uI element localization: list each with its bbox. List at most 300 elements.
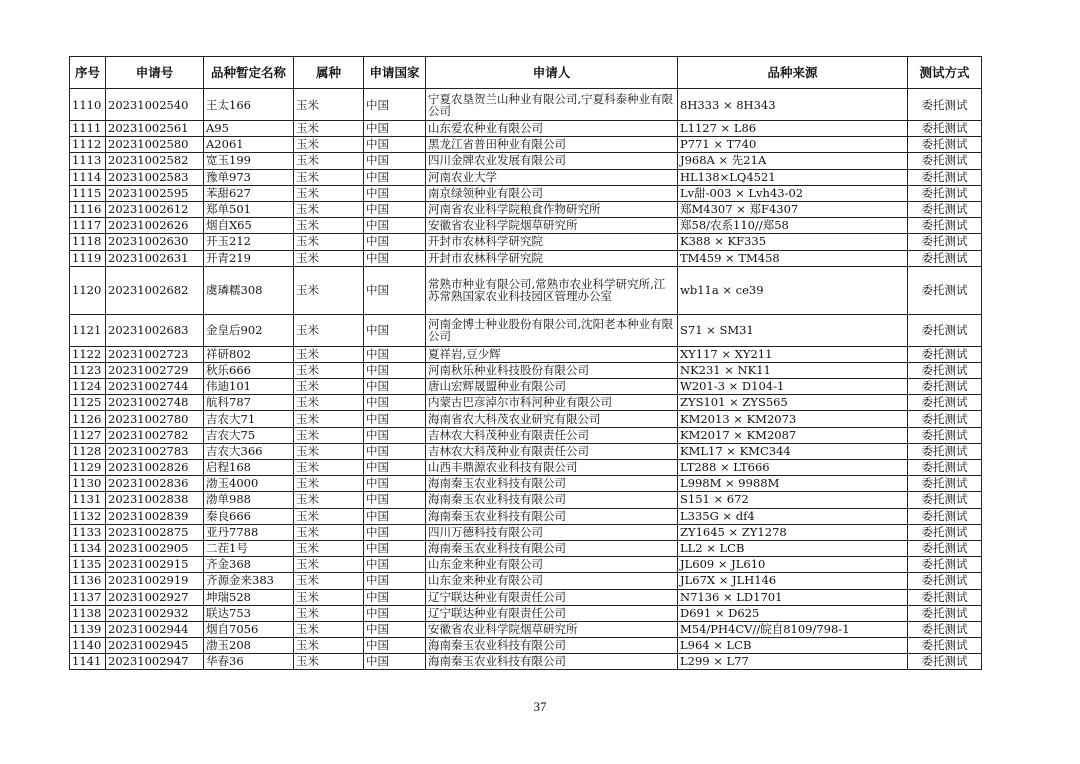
- cell-applicant: 海南秦玉农业科技有限公司: [426, 654, 678, 670]
- cell-genus: 玉米: [294, 589, 364, 605]
- table-row: [70, 605, 982, 621]
- cell-test-method: 委托测试: [908, 153, 982, 169]
- table-row: [70, 524, 982, 540]
- cell-applicant: 内蒙古巴彦淖尔市科河种业有限公司: [426, 395, 678, 411]
- cell-country: 中国: [364, 89, 426, 121]
- cell-app-no: 20231002729: [106, 362, 204, 378]
- cell-test-method: 委托测试: [908, 540, 982, 556]
- table-row: [70, 654, 982, 670]
- cell-source: N7136 × LD1701: [678, 589, 908, 605]
- cell-app-no: 20231002783: [106, 443, 204, 459]
- cell-app-no: 20231002932: [106, 605, 204, 621]
- cell-country: 中国: [364, 589, 426, 605]
- cell-genus: 玉米: [294, 346, 364, 362]
- cell-source: 8H333 × 8H343: [678, 89, 908, 121]
- cell-source: L335G × df4: [678, 508, 908, 524]
- cell-source: NK231 × NK11: [678, 362, 908, 378]
- cell-genus: 玉米: [294, 508, 364, 524]
- cell-variety-name: 坤瑞528: [204, 589, 294, 605]
- cell-country: 中国: [364, 460, 426, 476]
- cell-genus: 玉米: [294, 153, 364, 169]
- cell-seq: 1124: [70, 379, 106, 395]
- table-row: [70, 201, 982, 217]
- cell-variety-name: 齐金368: [204, 557, 294, 573]
- cell-source: LL2 × LCB: [678, 540, 908, 556]
- cell-genus: 玉米: [294, 121, 364, 137]
- cell-test-method: 委托测试: [908, 346, 982, 362]
- cell-variety-name: 亚丹7788: [204, 524, 294, 540]
- cell-genus: 玉米: [294, 605, 364, 621]
- cell-country: 中国: [364, 621, 426, 637]
- cell-country: 中国: [364, 201, 426, 217]
- table-row: [70, 121, 982, 137]
- cell-variety-name: 渤单988: [204, 492, 294, 508]
- cell-app-no: 20231002626: [106, 218, 204, 234]
- cell-variety-name: 开青219: [204, 250, 294, 266]
- cell-variety-name: 渤玉4000: [204, 476, 294, 492]
- table-row: [70, 362, 982, 378]
- table-row: [70, 540, 982, 556]
- cell-seq: 1117: [70, 218, 106, 234]
- table-row: [70, 234, 982, 250]
- cell-app-no: 20231002683: [106, 314, 204, 346]
- cell-variety-name: 宽玉199: [204, 153, 294, 169]
- cell-country: 中国: [364, 250, 426, 266]
- cell-country: 中国: [364, 443, 426, 459]
- cell-variety-name: 烟自7056: [204, 621, 294, 637]
- table-row: [70, 346, 982, 362]
- cell-country: 中国: [364, 638, 426, 654]
- table-row: [70, 427, 982, 443]
- cell-test-method: 委托测试: [908, 654, 982, 670]
- cell-app-no: 20231002826: [106, 460, 204, 476]
- cell-test-method: 委托测试: [908, 605, 982, 621]
- cell-genus: 玉米: [294, 460, 364, 476]
- cell-source: HL138×LQ4521: [678, 169, 908, 185]
- cell-applicant: 安徽省农业科学院烟草研究所: [426, 218, 678, 234]
- table-row: [70, 89, 982, 121]
- cell-test-method: 委托测试: [908, 638, 982, 654]
- cell-country: 中国: [364, 605, 426, 621]
- cell-source: L964 × LCB: [678, 638, 908, 654]
- cell-source: ZYS101 × ZYS565: [678, 395, 908, 411]
- cell-app-no: 20231002919: [106, 573, 204, 589]
- cell-seq: 1141: [70, 654, 106, 670]
- cell-variety-name: 祥研802: [204, 346, 294, 362]
- table-body: [70, 89, 982, 670]
- cell-test-method: 委托测试: [908, 314, 982, 346]
- cell-test-method: 委托测试: [908, 266, 982, 314]
- cell-variety-name: 吉农大71: [204, 411, 294, 427]
- cell-seq: 1120: [70, 266, 106, 314]
- cell-applicant: 吉林农大科茂种业有限责任公司: [426, 427, 678, 443]
- cell-seq: 1128: [70, 443, 106, 459]
- cell-applicant: 海南秦玉农业科技有限公司: [426, 492, 678, 508]
- cell-genus: 玉米: [294, 137, 364, 153]
- cell-applicant: 河南省农业科学院粮食作物研究所: [426, 201, 678, 217]
- header-variety-name: 品种暂定名称: [204, 57, 294, 89]
- table-row: [70, 508, 982, 524]
- cell-variety-name: 秋乐666: [204, 362, 294, 378]
- cell-genus: 玉米: [294, 621, 364, 637]
- cell-country: 中国: [364, 153, 426, 169]
- cell-variety-name: 伟迪101: [204, 379, 294, 395]
- table-row: [70, 476, 982, 492]
- cell-seq: 1137: [70, 589, 106, 605]
- cell-applicant: 常熟市种业有限公司,常熟市农业科学研究所,江苏常熟国家农业科技园区管理办公室: [426, 266, 678, 314]
- table-row: [70, 621, 982, 637]
- cell-test-method: 委托测试: [908, 621, 982, 637]
- cell-variety-name: 二茬1号: [204, 540, 294, 556]
- cell-seq: 1118: [70, 234, 106, 250]
- cell-genus: 玉米: [294, 234, 364, 250]
- cell-seq: 1112: [70, 137, 106, 153]
- cell-genus: 玉米: [294, 379, 364, 395]
- cell-app-no: 20231002540: [106, 89, 204, 121]
- cell-source: L998M × 9988M: [678, 476, 908, 492]
- cell-seq: 1110: [70, 89, 106, 121]
- cell-test-method: 委托测试: [908, 557, 982, 573]
- cell-country: 中国: [364, 234, 426, 250]
- cell-app-no: 20231002748: [106, 395, 204, 411]
- cell-applicant: 河南金博士种业股份有限公司,沈阳老本种业有限公司: [426, 314, 678, 346]
- cell-variety-name: 吉农大366: [204, 443, 294, 459]
- cell-applicant: 海南秦玉农业科技有限公司: [426, 508, 678, 524]
- cell-source: M54/PH4CV//皖自8109/798-1: [678, 621, 908, 637]
- cell-genus: 玉米: [294, 169, 364, 185]
- cell-applicant: 山西丰鼎源农业科技有限公司: [426, 460, 678, 476]
- cell-seq: 1139: [70, 621, 106, 637]
- cell-genus: 玉米: [294, 524, 364, 540]
- cell-source: TM459 × TM458: [678, 250, 908, 266]
- header-test-method: 测试方式: [908, 57, 982, 89]
- cell-source: S71 × SM31: [678, 314, 908, 346]
- cell-applicant: 四川金牌农业发展有限公司: [426, 153, 678, 169]
- cell-test-method: 委托测试: [908, 427, 982, 443]
- cell-test-method: 委托测试: [908, 218, 982, 234]
- header-applicant: 申请人: [426, 57, 678, 89]
- table-row: [70, 379, 982, 395]
- cell-genus: 玉米: [294, 218, 364, 234]
- cell-variety-name: 齐源金来383: [204, 573, 294, 589]
- cell-test-method: 委托测试: [908, 460, 982, 476]
- table-row: [70, 589, 982, 605]
- cell-app-no: 20231002905: [106, 540, 204, 556]
- header-genus: 属种: [294, 57, 364, 89]
- table-header-row: [70, 57, 982, 89]
- cell-seq: 1121: [70, 314, 106, 346]
- cell-country: 中国: [364, 266, 426, 314]
- cell-country: 中国: [364, 476, 426, 492]
- cell-app-no: 20231002839: [106, 508, 204, 524]
- cell-applicant: 开封市农林科学研究院: [426, 250, 678, 266]
- cell-variety-name: 虞璘糯308: [204, 266, 294, 314]
- cell-app-no: 20231002875: [106, 524, 204, 540]
- cell-genus: 玉米: [294, 395, 364, 411]
- cell-app-no: 20231002945: [106, 638, 204, 654]
- table-row: [70, 250, 982, 266]
- cell-app-no: 20231002630: [106, 234, 204, 250]
- cell-seq: 1136: [70, 573, 106, 589]
- cell-app-no: 20231002631: [106, 250, 204, 266]
- table-row: [70, 443, 982, 459]
- cell-applicant: 唐山宏辉晟盟种业有限公司: [426, 379, 678, 395]
- table-row: [70, 411, 982, 427]
- cell-applicant: 四川万德科技有限公司: [426, 524, 678, 540]
- cell-country: 中国: [364, 169, 426, 185]
- cell-genus: 玉米: [294, 638, 364, 654]
- cell-applicant: 辽宁联达种业有限责任公司: [426, 589, 678, 605]
- cell-variety-name: 渤玉208: [204, 638, 294, 654]
- table-row: [70, 557, 982, 573]
- cell-source: J968A × 先21A: [678, 153, 908, 169]
- cell-seq: 1126: [70, 411, 106, 427]
- cell-source: S151 × 672: [678, 492, 908, 508]
- cell-genus: 玉米: [294, 573, 364, 589]
- cell-country: 中国: [364, 314, 426, 346]
- cell-variety-name: 郑单501: [204, 201, 294, 217]
- cell-app-no: 20231002836: [106, 476, 204, 492]
- cell-country: 中国: [364, 492, 426, 508]
- cell-applicant: 黑龙江省普田种业有限公司: [426, 137, 678, 153]
- cell-genus: 玉米: [294, 250, 364, 266]
- cell-source: wb11a × ce39: [678, 266, 908, 314]
- table-row: [70, 460, 982, 476]
- cell-test-method: 委托测试: [908, 234, 982, 250]
- cell-variety-name: 航科787: [204, 395, 294, 411]
- cell-country: 中国: [364, 379, 426, 395]
- cell-app-no: 20231002782: [106, 427, 204, 443]
- cell-source: L299 × L77: [678, 654, 908, 670]
- cell-source: D691 × D625: [678, 605, 908, 621]
- cell-genus: 玉米: [294, 266, 364, 314]
- cell-variety-name: 秦良666: [204, 508, 294, 524]
- header-app-no: 申请号: [106, 57, 204, 89]
- cell-country: 中国: [364, 362, 426, 378]
- cell-country: 中国: [364, 654, 426, 670]
- table-row: [70, 153, 982, 169]
- cell-seq: 1138: [70, 605, 106, 621]
- cell-applicant: 山东金来种业有限公司: [426, 557, 678, 573]
- cell-applicant: 山东金来种业有限公司: [426, 573, 678, 589]
- cell-test-method: 委托测试: [908, 169, 982, 185]
- cell-source: XY117 × XY211: [678, 346, 908, 362]
- cell-variety-name: 吉农大75: [204, 427, 294, 443]
- table-row: [70, 185, 982, 201]
- cell-seq: 1132: [70, 508, 106, 524]
- cell-app-no: 20231002944: [106, 621, 204, 637]
- cell-variety-name: 开玉212: [204, 234, 294, 250]
- cell-genus: 玉米: [294, 427, 364, 443]
- cell-app-no: 20231002744: [106, 379, 204, 395]
- cell-test-method: 委托测试: [908, 476, 982, 492]
- cell-applicant: 海南秦玉农业科技有限公司: [426, 476, 678, 492]
- cell-genus: 玉米: [294, 443, 364, 459]
- cell-test-method: 委托测试: [908, 250, 982, 266]
- cell-applicant: 南京绿领种业有限公司: [426, 185, 678, 201]
- cell-seq: 1113: [70, 153, 106, 169]
- cell-app-no: 20231002561: [106, 121, 204, 137]
- cell-source: P771 × T740: [678, 137, 908, 153]
- cell-source: KML17 × KMC344: [678, 443, 908, 459]
- table-row: [70, 395, 982, 411]
- header-country: 申请国家: [364, 57, 426, 89]
- cell-genus: 玉米: [294, 362, 364, 378]
- table-row: [70, 137, 982, 153]
- document-page: [69, 56, 981, 670]
- cell-country: 中国: [364, 540, 426, 556]
- cell-app-no: 20231002723: [106, 346, 204, 362]
- cell-applicant: 宁夏农垦贺兰山种业有限公司,宁夏科泰种业有限公司: [426, 89, 678, 121]
- cell-variety-name: 苯甜627: [204, 185, 294, 201]
- cell-country: 中国: [364, 346, 426, 362]
- cell-variety-name: 烟自X65: [204, 218, 294, 234]
- cell-source: ZY1645 × ZY1278: [678, 524, 908, 540]
- table-row: [70, 638, 982, 654]
- cell-seq: 1134: [70, 540, 106, 556]
- cell-variety-name: 金皇后902: [204, 314, 294, 346]
- cell-country: 中国: [364, 427, 426, 443]
- variety-table: [69, 56, 982, 670]
- cell-country: 中国: [364, 121, 426, 137]
- header-source: 品种来源: [678, 57, 908, 89]
- cell-test-method: 委托测试: [908, 362, 982, 378]
- cell-seq: 1140: [70, 638, 106, 654]
- cell-app-no: 20231002582: [106, 153, 204, 169]
- cell-test-method: 委托测试: [908, 443, 982, 459]
- cell-genus: 玉米: [294, 476, 364, 492]
- cell-app-no: 20231002947: [106, 654, 204, 670]
- cell-app-no: 20231002927: [106, 589, 204, 605]
- cell-variety-name: A95: [204, 121, 294, 137]
- page-number: 37: [533, 699, 547, 714]
- cell-test-method: 委托测试: [908, 137, 982, 153]
- cell-source: JL609 × JL610: [678, 557, 908, 573]
- cell-seq: 1115: [70, 185, 106, 201]
- cell-source: KM2013 × KM2073: [678, 411, 908, 427]
- cell-genus: 玉米: [294, 411, 364, 427]
- cell-variety-name: 启程168: [204, 460, 294, 476]
- cell-test-method: 委托测试: [908, 524, 982, 540]
- cell-country: 中国: [364, 557, 426, 573]
- cell-country: 中国: [364, 395, 426, 411]
- cell-test-method: 委托测试: [908, 89, 982, 121]
- cell-genus: 玉米: [294, 540, 364, 556]
- table-row: [70, 266, 982, 314]
- cell-applicant: 夏祥岩,豆少辉: [426, 346, 678, 362]
- cell-seq: 1130: [70, 476, 106, 492]
- cell-source: LT288 × LT666: [678, 460, 908, 476]
- cell-genus: 玉米: [294, 201, 364, 217]
- cell-variety-name: 华春36: [204, 654, 294, 670]
- cell-country: 中国: [364, 218, 426, 234]
- cell-seq: 1111: [70, 121, 106, 137]
- cell-test-method: 委托测试: [908, 121, 982, 137]
- cell-test-method: 委托测试: [908, 201, 982, 217]
- cell-seq: 1135: [70, 557, 106, 573]
- cell-variety-name: A2061: [204, 137, 294, 153]
- cell-app-no: 20231002682: [106, 266, 204, 314]
- cell-source: KM2017 × KM2087: [678, 427, 908, 443]
- cell-applicant: 安徽省农业科学院烟草研究所: [426, 621, 678, 637]
- cell-seq: 1114: [70, 169, 106, 185]
- cell-app-no: 20231002915: [106, 557, 204, 573]
- cell-variety-name: 王太166: [204, 89, 294, 121]
- cell-genus: 玉米: [294, 654, 364, 670]
- cell-app-no: 20231002583: [106, 169, 204, 185]
- cell-source: 郑M4307 × 郑F4307: [678, 201, 908, 217]
- cell-genus: 玉米: [294, 185, 364, 201]
- cell-country: 中国: [364, 573, 426, 589]
- cell-app-no: 20231002580: [106, 137, 204, 153]
- cell-test-method: 委托测试: [908, 492, 982, 508]
- cell-country: 中国: [364, 185, 426, 201]
- table-row: [70, 573, 982, 589]
- cell-country: 中国: [364, 508, 426, 524]
- cell-source: K388 × KF335: [678, 234, 908, 250]
- cell-applicant: 海南省农大科茂农业研究有限公司: [426, 411, 678, 427]
- cell-source: 郑58/农系110//郑58: [678, 218, 908, 234]
- cell-applicant: 辽宁联达种业有限责任公司: [426, 605, 678, 621]
- cell-applicant: 山东爱农种业有限公司: [426, 121, 678, 137]
- cell-test-method: 委托测试: [908, 573, 982, 589]
- cell-genus: 玉米: [294, 492, 364, 508]
- cell-applicant: 开封市农林科学研究院: [426, 234, 678, 250]
- cell-app-no: 20231002838: [106, 492, 204, 508]
- cell-seq: 1129: [70, 460, 106, 476]
- cell-seq: 1123: [70, 362, 106, 378]
- cell-app-no: 20231002612: [106, 201, 204, 217]
- cell-seq: 1116: [70, 201, 106, 217]
- cell-seq: 1125: [70, 395, 106, 411]
- cell-test-method: 委托测试: [908, 379, 982, 395]
- cell-seq: 1133: [70, 524, 106, 540]
- cell-source: L1127 × L86: [678, 121, 908, 137]
- cell-variety-name: 豫单973: [204, 169, 294, 185]
- cell-genus: 玉米: [294, 557, 364, 573]
- table-row: [70, 314, 982, 346]
- table-row: [70, 218, 982, 234]
- cell-test-method: 委托测试: [908, 411, 982, 427]
- cell-test-method: 委托测试: [908, 185, 982, 201]
- cell-applicant: 河南农业大学: [426, 169, 678, 185]
- cell-test-method: 委托测试: [908, 508, 982, 524]
- cell-source: Lv甜-003 × Lvh43-02: [678, 185, 908, 201]
- cell-test-method: 委托测试: [908, 589, 982, 605]
- cell-applicant: 河南秋乐种业科技股份有限公司: [426, 362, 678, 378]
- cell-test-method: 委托测试: [908, 395, 982, 411]
- cell-genus: 玉米: [294, 314, 364, 346]
- cell-applicant: 海南秦玉农业科技有限公司: [426, 638, 678, 654]
- cell-genus: 玉米: [294, 89, 364, 121]
- cell-country: 中国: [364, 411, 426, 427]
- cell-applicant: 吉林农大科茂种业有限责任公司: [426, 443, 678, 459]
- cell-country: 中国: [364, 524, 426, 540]
- table-row: [70, 169, 982, 185]
- cell-seq: 1127: [70, 427, 106, 443]
- cell-applicant: 海南秦玉农业科技有限公司: [426, 540, 678, 556]
- cell-country: 中国: [364, 137, 426, 153]
- cell-seq: 1131: [70, 492, 106, 508]
- cell-variety-name: 联达753: [204, 605, 294, 621]
- cell-seq: 1122: [70, 346, 106, 362]
- cell-source: JL67X × JLH146: [678, 573, 908, 589]
- table-row: [70, 492, 982, 508]
- cell-seq: 1119: [70, 250, 106, 266]
- cell-app-no: 20231002780: [106, 411, 204, 427]
- cell-source: W201-3 × D104-1: [678, 379, 908, 395]
- header-seq: 序号: [70, 57, 106, 89]
